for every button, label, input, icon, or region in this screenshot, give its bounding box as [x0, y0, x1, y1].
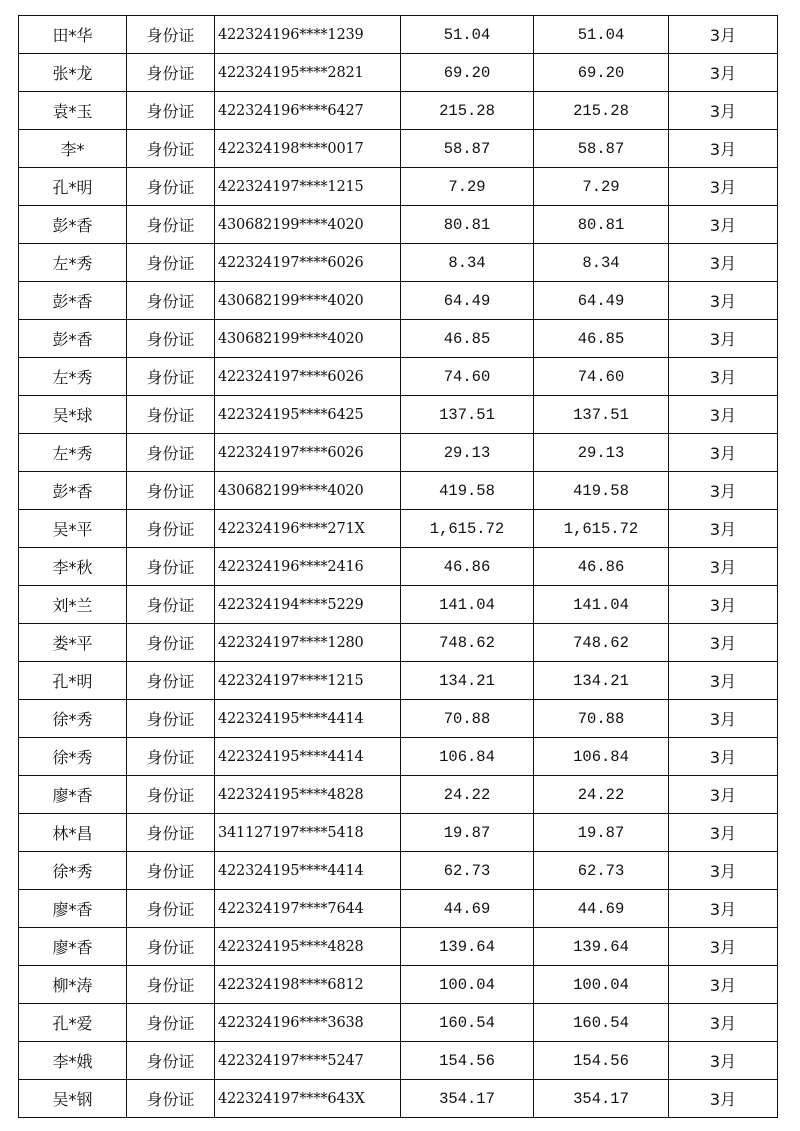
month-cell: 3月: [669, 700, 778, 738]
table-row: [19, 358, 778, 396]
paid-amount-cell: 51.04: [534, 16, 669, 54]
amount-cell: 106.84: [401, 738, 534, 776]
table-row: [19, 244, 778, 282]
id-number-cell: 422324197****643X: [215, 1080, 401, 1118]
id-type-cell: 身份证: [127, 206, 215, 244]
name-cell: 李*娥: [19, 1042, 127, 1080]
id-type-cell: 身份证: [127, 966, 215, 1004]
amount-cell: 58.87: [401, 130, 534, 168]
id-number-cell: 422324196****2416: [215, 548, 401, 586]
amount-cell: 19.87: [401, 814, 534, 852]
id-type-cell: 身份证: [127, 472, 215, 510]
id-type-cell: 身份证: [127, 510, 215, 548]
month-cell: 3月: [669, 738, 778, 776]
paid-amount-cell: 100.04: [534, 966, 669, 1004]
amount-cell: 24.22: [401, 776, 534, 814]
id-number-cell: 422324197****5247: [215, 1042, 401, 1080]
amount-cell: 141.04: [401, 586, 534, 624]
amount-cell: 139.64: [401, 928, 534, 966]
name-cell: 廖*香: [19, 776, 127, 814]
paid-amount-cell: 58.87: [534, 130, 669, 168]
id-number-cell: 422324197****7644: [215, 890, 401, 928]
id-number-cell: 422324197****6026: [215, 358, 401, 396]
amount-cell: 46.86: [401, 548, 534, 586]
table-row: [19, 472, 778, 510]
table-row: [19, 814, 778, 852]
id-number-cell: 422324195****4828: [215, 928, 401, 966]
amount-cell: 419.58: [401, 472, 534, 510]
amount-cell: 8.34: [401, 244, 534, 282]
name-cell: 彭*香: [19, 206, 127, 244]
month-cell: 3月: [669, 434, 778, 472]
paid-amount-cell: 69.20: [534, 54, 669, 92]
name-cell: 廖*香: [19, 928, 127, 966]
amount-cell: 62.73: [401, 852, 534, 890]
id-type-cell: 身份证: [127, 282, 215, 320]
table-body: [19, 16, 778, 1118]
name-cell: 彭*香: [19, 472, 127, 510]
table-row: [19, 548, 778, 586]
table-row: [19, 434, 778, 472]
id-type-cell: 身份证: [127, 814, 215, 852]
name-cell: 孔*明: [19, 168, 127, 206]
id-number-cell: 422324195****4414: [215, 700, 401, 738]
table-row: [19, 1042, 778, 1080]
paid-amount-cell: 46.85: [534, 320, 669, 358]
month-cell: 3月: [669, 396, 778, 434]
amount-cell: 29.13: [401, 434, 534, 472]
id-type-cell: 身份证: [127, 130, 215, 168]
paid-amount-cell: 154.56: [534, 1042, 669, 1080]
name-cell: 彭*香: [19, 320, 127, 358]
month-cell: 3月: [669, 662, 778, 700]
paid-amount-cell: 46.86: [534, 548, 669, 586]
id-type-cell: 身份证: [127, 662, 215, 700]
table-row: [19, 54, 778, 92]
id-number-cell: 341127197****5418: [215, 814, 401, 852]
table-row: [19, 1004, 778, 1042]
payment-table: [18, 15, 778, 1118]
amount-cell: 160.54: [401, 1004, 534, 1042]
month-cell: 3月: [669, 852, 778, 890]
month-cell: 3月: [669, 16, 778, 54]
id-number-cell: 422324197****6026: [215, 244, 401, 282]
name-cell: 左*秀: [19, 358, 127, 396]
table-row: [19, 320, 778, 358]
paid-amount-cell: 24.22: [534, 776, 669, 814]
name-cell: 娄*平: [19, 624, 127, 662]
name-cell: 吴*钢: [19, 1080, 127, 1118]
name-cell: 徐*秀: [19, 852, 127, 890]
id-number-cell: 422324198****6812: [215, 966, 401, 1004]
paid-amount-cell: 141.04: [534, 586, 669, 624]
table-row: [19, 206, 778, 244]
document-page: [18, 15, 777, 1118]
id-number-cell: 422324196****3638: [215, 1004, 401, 1042]
id-number-cell: 430682199****4020: [215, 206, 401, 244]
id-number-cell: 430682199****4020: [215, 472, 401, 510]
id-type-cell: 身份证: [127, 358, 215, 396]
table-row: [19, 890, 778, 928]
amount-cell: 748.62: [401, 624, 534, 662]
id-type-cell: 身份证: [127, 1004, 215, 1042]
paid-amount-cell: 139.64: [534, 928, 669, 966]
table-row: [19, 1080, 778, 1118]
amount-cell: 7.29: [401, 168, 534, 206]
paid-amount-cell: 160.54: [534, 1004, 669, 1042]
id-type-cell: 身份证: [127, 434, 215, 472]
table-row: [19, 776, 778, 814]
id-number-cell: 422324195****4414: [215, 852, 401, 890]
id-type-cell: 身份证: [127, 548, 215, 586]
month-cell: 3月: [669, 244, 778, 282]
name-cell: 彭*香: [19, 282, 127, 320]
month-cell: 3月: [669, 1004, 778, 1042]
table-row: [19, 928, 778, 966]
table-row: [19, 738, 778, 776]
table-row: [19, 966, 778, 1004]
name-cell: 张*龙: [19, 54, 127, 92]
name-cell: 左*秀: [19, 434, 127, 472]
amount-cell: 134.21: [401, 662, 534, 700]
id-type-cell: 身份证: [127, 320, 215, 358]
id-type-cell: 身份证: [127, 396, 215, 434]
name-cell: 柳*涛: [19, 966, 127, 1004]
month-cell: 3月: [669, 1042, 778, 1080]
amount-cell: 51.04: [401, 16, 534, 54]
table-row: [19, 700, 778, 738]
amount-cell: 69.20: [401, 54, 534, 92]
id-type-cell: 身份证: [127, 168, 215, 206]
amount-cell: 44.69: [401, 890, 534, 928]
name-cell: 林*昌: [19, 814, 127, 852]
month-cell: 3月: [669, 206, 778, 244]
month-cell: 3月: [669, 776, 778, 814]
id-type-cell: 身份证: [127, 890, 215, 928]
table-row: [19, 624, 778, 662]
id-type-cell: 身份证: [127, 54, 215, 92]
id-type-cell: 身份证: [127, 586, 215, 624]
id-number-cell: 422324195****4828: [215, 776, 401, 814]
id-type-cell: 身份证: [127, 852, 215, 890]
name-cell: 袁*玉: [19, 92, 127, 130]
paid-amount-cell: 29.13: [534, 434, 669, 472]
paid-amount-cell: 19.87: [534, 814, 669, 852]
paid-amount-cell: 8.34: [534, 244, 669, 282]
name-cell: 孔*明: [19, 662, 127, 700]
amount-cell: 100.04: [401, 966, 534, 1004]
amount-cell: 46.85: [401, 320, 534, 358]
paid-amount-cell: 748.62: [534, 624, 669, 662]
id-type-cell: 身份证: [127, 738, 215, 776]
month-cell: 3月: [669, 54, 778, 92]
id-number-cell: 422324196****6427: [215, 92, 401, 130]
month-cell: 3月: [669, 510, 778, 548]
name-cell: 徐*秀: [19, 738, 127, 776]
paid-amount-cell: 1,615.72: [534, 510, 669, 548]
name-cell: 李*: [19, 130, 127, 168]
month-cell: 3月: [669, 358, 778, 396]
table-row: [19, 662, 778, 700]
table-row: [19, 16, 778, 54]
id-number-cell: 422324195****4414: [215, 738, 401, 776]
id-type-cell: 身份证: [127, 624, 215, 662]
id-type-cell: 身份证: [127, 16, 215, 54]
amount-cell: 74.60: [401, 358, 534, 396]
amount-cell: 64.49: [401, 282, 534, 320]
table-row: [19, 586, 778, 624]
month-cell: 3月: [669, 168, 778, 206]
amount-cell: 70.88: [401, 700, 534, 738]
name-cell: 左*秀: [19, 244, 127, 282]
id-number-cell: 422324197****1280: [215, 624, 401, 662]
paid-amount-cell: 70.88: [534, 700, 669, 738]
month-cell: 3月: [669, 928, 778, 966]
name-cell: 刘*兰: [19, 586, 127, 624]
id-number-cell: 422324197****6026: [215, 434, 401, 472]
name-cell: 孔*爱: [19, 1004, 127, 1042]
id-type-cell: 身份证: [127, 1080, 215, 1118]
table-row: [19, 852, 778, 890]
name-cell: 吴*球: [19, 396, 127, 434]
paid-amount-cell: 419.58: [534, 472, 669, 510]
id-number-cell: 422324197****1215: [215, 662, 401, 700]
paid-amount-cell: 354.17: [534, 1080, 669, 1118]
amount-cell: 137.51: [401, 396, 534, 434]
table-row: [19, 130, 778, 168]
amount-cell: 1,615.72: [401, 510, 534, 548]
id-type-cell: 身份证: [127, 700, 215, 738]
amount-cell: 354.17: [401, 1080, 534, 1118]
table-row: [19, 168, 778, 206]
name-cell: 田*华: [19, 16, 127, 54]
paid-amount-cell: 215.28: [534, 92, 669, 130]
name-cell: 廖*香: [19, 890, 127, 928]
table-row: [19, 92, 778, 130]
paid-amount-cell: 134.21: [534, 662, 669, 700]
amount-cell: 80.81: [401, 206, 534, 244]
paid-amount-cell: 74.60: [534, 358, 669, 396]
id-number-cell: 430682199****4020: [215, 282, 401, 320]
id-type-cell: 身份证: [127, 244, 215, 282]
id-number-cell: 422324194****5229: [215, 586, 401, 624]
name-cell: 李*秋: [19, 548, 127, 586]
name-cell: 吴*平: [19, 510, 127, 548]
id-type-cell: 身份证: [127, 776, 215, 814]
month-cell: 3月: [669, 548, 778, 586]
month-cell: 3月: [669, 282, 778, 320]
month-cell: 3月: [669, 966, 778, 1004]
id-number-cell: 430682199****4020: [215, 320, 401, 358]
name-cell: 徐*秀: [19, 700, 127, 738]
month-cell: 3月: [669, 890, 778, 928]
paid-amount-cell: 44.69: [534, 890, 669, 928]
id-number-cell: 422324195****6425: [215, 396, 401, 434]
paid-amount-cell: 7.29: [534, 168, 669, 206]
id-type-cell: 身份证: [127, 1042, 215, 1080]
month-cell: 3月: [669, 320, 778, 358]
id-type-cell: 身份证: [127, 92, 215, 130]
id-number-cell: 422324196****1239: [215, 16, 401, 54]
month-cell: 3月: [669, 92, 778, 130]
month-cell: 3月: [669, 624, 778, 662]
month-cell: 3月: [669, 1080, 778, 1118]
id-number-cell: 422324195****2821: [215, 54, 401, 92]
table-row: [19, 282, 778, 320]
month-cell: 3月: [669, 472, 778, 510]
id-number-cell: 422324198****0017: [215, 130, 401, 168]
month-cell: 3月: [669, 586, 778, 624]
table-row: [19, 510, 778, 548]
amount-cell: 154.56: [401, 1042, 534, 1080]
id-number-cell: 422324197****1215: [215, 168, 401, 206]
paid-amount-cell: 64.49: [534, 282, 669, 320]
paid-amount-cell: 137.51: [534, 396, 669, 434]
id-number-cell: 422324196****271X: [215, 510, 401, 548]
amount-cell: 215.28: [401, 92, 534, 130]
paid-amount-cell: 62.73: [534, 852, 669, 890]
table-row: [19, 396, 778, 434]
id-type-cell: 身份证: [127, 928, 215, 966]
month-cell: 3月: [669, 130, 778, 168]
month-cell: 3月: [669, 814, 778, 852]
paid-amount-cell: 80.81: [534, 206, 669, 244]
paid-amount-cell: 106.84: [534, 738, 669, 776]
